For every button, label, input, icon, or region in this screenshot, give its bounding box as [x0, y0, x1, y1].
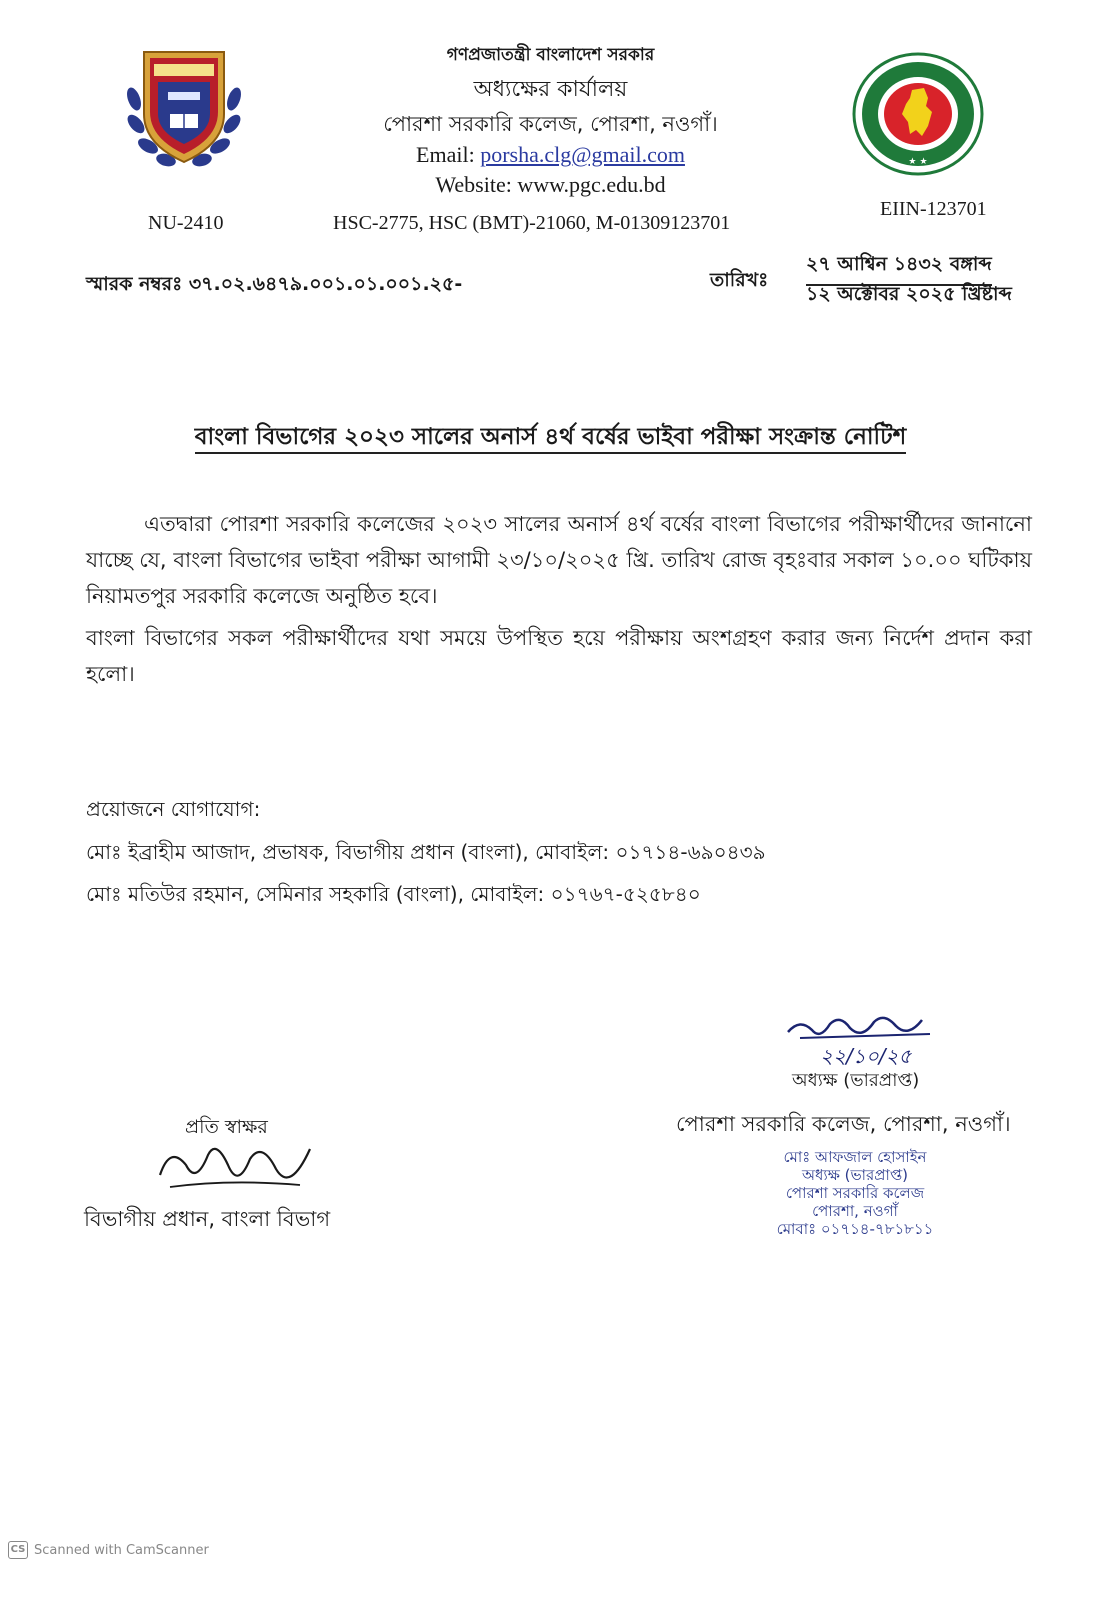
stamp-line: পোরশা সরকারি কলেজ [785, 1184, 925, 1202]
contact-heading: প্রয়োজনে যোগাযোগ: [86, 797, 261, 821]
contact-item: মোঃ মতিউর রহমান, সেমিনার সহকারি (বাংলা), মোবাইল: ০১৭৬৭-৫২৫৮৪০ [86, 882, 701, 906]
date-bangla: ২৭ আশ্বিন ১৪৩২ বঙ্গাব্দ [806, 250, 992, 286]
svg-text:★ ★: ★ ★ [908, 157, 928, 167]
countersign-label: প্রতি স্বাক্ষর [185, 1116, 268, 1138]
notice-title [0, 418, 1101, 457]
memo-number: স্মারক নম্বরঃ ৩৭.০২.৬৪৭৯.০০১.০১.০০১.২৫- [86, 273, 463, 295]
contact-item: মোঃ ইব্রাহীম আজাদ, প্রভাষক, বিভাগীয় প্রধান (বাংলা), মোবাইল: ০১৭১৪-৬৯০৪৩৯ [86, 840, 766, 864]
college-address: পোরশা সরকারি কলেজ, পোরশা, নওগাঁ। [383, 112, 718, 136]
stamp-line: মোবাঃ ০১৭১৪-৭৮১৮১১ [776, 1220, 934, 1238]
stamp-line: অধ্যক্ষ (ভারপ্রাপ্ত) [801, 1166, 909, 1184]
date-english: ১২ অক্টোবর ২০২৫ খ্রিষ্টাব্দ [806, 283, 1012, 305]
principal-title: অধ্যক্ষ (ভারপ্রাপ্ত) [792, 1070, 920, 1091]
date-label: তারিখঃ [710, 269, 769, 291]
camscanner-icon: CS [8, 1541, 28, 1559]
stamp-line: মোঃ আফজাল হোসাইন [783, 1148, 927, 1166]
email-label: Email: [416, 142, 475, 167]
notice-title-text: বাংলা বিভাগের ২০২৩ সালের অনার্স ৪র্থ বর্ষের ভাইবা পরীক্ষা সংক্রান্ত নোটিশ [195, 424, 907, 454]
principal-college: পোরশা সরকারি কলেজ, পোরশা, নওগাঁ। [676, 1112, 1011, 1136]
principal-stamp [740, 1148, 970, 1238]
government-name: গণপ্রজাতন্ত্রী বাংলাদেশ সরকার [446, 45, 655, 65]
department-head-signature [150, 1135, 330, 1209]
office-name: অধ্যক্ষের কার্যালয় [473, 77, 628, 102]
principal-signature [780, 1010, 960, 1074]
notice-paragraph-2: বাংলা বিভাগের সকল পরীক্ষার্থীদের যথা সময়ে উপস্থিত হয়ে পরীক্ষায় অংশগ্রহণ করার জন্য নির্দেশ প্রদান করা হলো। [86, 626, 1032, 686]
website-line: Website: www.pgc.edu.bd [435, 172, 666, 197]
email-link[interactable]: porsha.clg@gmail.com [480, 142, 685, 167]
scanner-text: Scanned with CamScanner [34, 1542, 209, 1558]
scanner-watermark [8, 1541, 209, 1559]
nu-code: NU-2410 [148, 212, 224, 234]
notice-paragraph-1: এতদ্বারা পোরশা সরকারি কলেজের ২০২৩ সালের অনার্স ৪র্থ বর্ষের বাংলা বিভাগের পরীক্ষার্থীদের জানানো যাচ্ছে যে, বাংলা বিভাগের ভাইবা পরীক্ষা আগামী ২৩/১০/২০২৫ খ্রি. তারিখ রোজ বৃহঃবার সকাল ১০.০০ ঘটিকায় নিয়ামতপুর সরকারি কলেজে অনুষ্ঠিত হবে। [86, 512, 1032, 608]
stamp-line: পোরশা, নওগাঁ [812, 1202, 898, 1220]
email-line [0, 142, 1101, 168]
department-head-title: বিভাগীয় প্রধান, বাংলা বিভাগ [84, 1207, 331, 1231]
eiin-code: EIIN-123701 [880, 198, 987, 220]
handwritten-date: ২২/১০/২৫ [820, 1044, 912, 1068]
hsc-codes: HSC-2775, HSC (BMT)-21060, M-01309123701 [333, 212, 731, 234]
